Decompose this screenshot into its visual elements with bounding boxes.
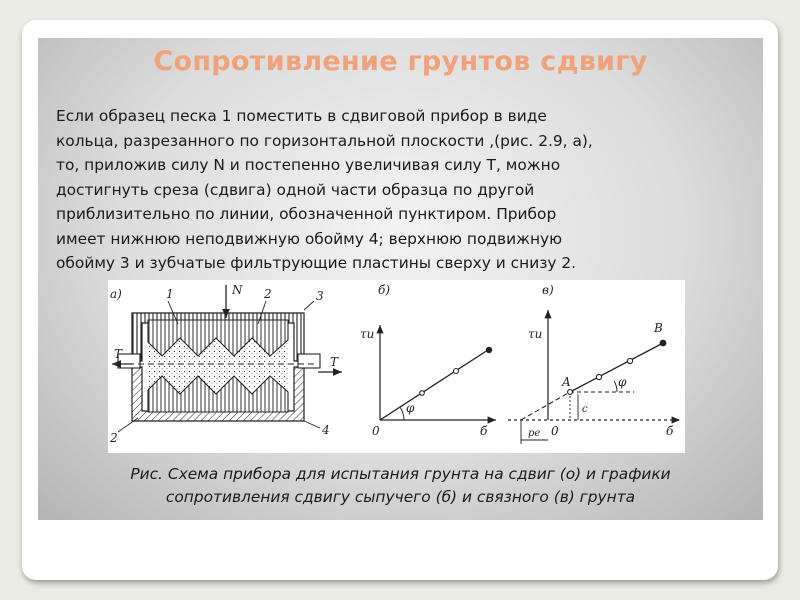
data-point [596,374,601,379]
figure-drawing [108,280,685,453]
body-line: кольца, разрезанного по горизонтальной плоскости ,(рис. 2.9, а), [56,131,593,150]
part-2-bottom-label: 2 [110,431,118,445]
body-line: приблизительно по линии, обозначенной пунктиром. Прибор [56,205,557,223]
graph-cohesionless [360,283,496,438]
data-point [454,369,459,374]
caption-line: сопротивления сдвигу сыпучего (б) и связного (в) грунта [165,488,636,506]
slide-title: Сопротивление грунтов сдвигу [153,46,648,77]
panel-c-angle: φ [618,375,627,389]
graph-cohesive [508,283,680,444]
force-t-right-label: T [330,355,339,369]
part-3-label: 3 [316,289,324,303]
panel-b-label: б) [378,283,391,297]
body-line: достигнуть среза (сдвига) одной части образца по другой [56,180,535,199]
panel-c-label: в) [542,283,554,297]
data-point [660,340,667,347]
data-point [627,358,632,363]
figure-caption [38,463,763,509]
part-4-label: 4 [322,423,330,437]
force-n-label: N [232,283,243,297]
point-b-label: B [654,321,663,335]
shear-box-diagram [109,283,342,445]
body-line: Если образец песка 1 поместить в сдвиговой прибор в виде [56,107,547,125]
cohesion-label: c [582,404,588,415]
panel-b-origin: 0 [372,424,380,438]
panel-b-angle: φ [406,401,415,415]
panel-c-x-axis: б [666,424,674,438]
shear-test-figure [108,280,685,453]
data-point [568,390,573,395]
panel-c-y-axis: τu [528,327,543,341]
panel-b-y-axis: τu [360,327,375,341]
panel-b-x-axis: б [480,424,488,438]
part-2-top-label: 2 [264,287,272,301]
force-t-left-label: T [114,347,123,361]
body-line: обойму 3 и зубчатые фильтрующие пластины сверху и снизу 2. [56,254,577,272]
data-point [420,391,425,396]
data-point [486,347,492,353]
panel-a-label: а) [110,287,122,301]
body-text [56,104,756,276]
pressure-label: pe [528,428,541,439]
body-line: то, приложив силу N и постепенно увеличивая силу Т, можно [56,156,561,174]
body-line: имеет нижнюю неподвижную обойму 4; верхнюю подвижную [56,229,563,248]
point-a-label: A [562,375,571,389]
caption-line: Рис. Схема прибора для испытания грунта на сдвиг (о) и графики [130,465,671,483]
part-1-label: 1 [166,287,174,301]
panel-c-origin: 0 [551,424,559,438]
